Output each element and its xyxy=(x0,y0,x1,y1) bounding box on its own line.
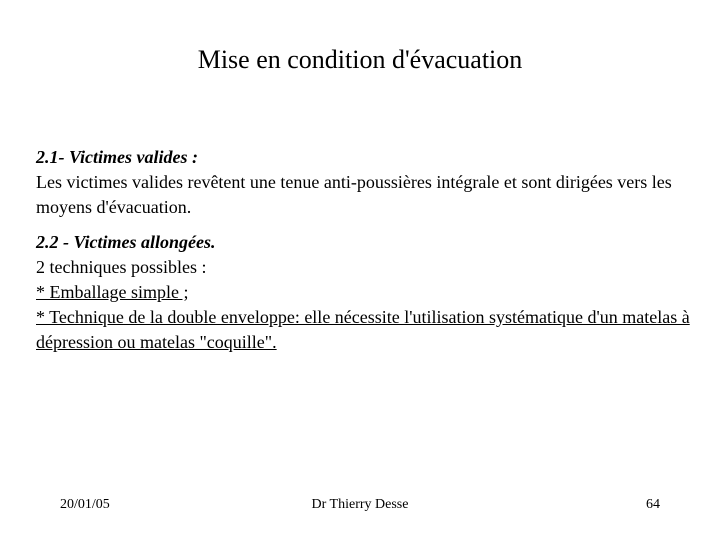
techniques-intro: 2 techniques possibles : xyxy=(36,257,207,277)
technique-item-simple-wrapping: * Emballage simple ; xyxy=(36,282,189,302)
section-heading-lying-victims: 2.2 - Victimes allongées. xyxy=(36,232,216,252)
slide-title: Mise en condition d'évacuation xyxy=(197,45,523,74)
footer-author: Dr Thierry Desse xyxy=(311,497,409,512)
footer-page-number: 64 xyxy=(646,497,660,512)
section-heading-valid-victims: 2.1- Victimes valides : xyxy=(36,147,198,167)
technique-item-double-envelope: * Technique de la double enveloppe: elle nécessite l'utilisation systématique d'un matelas à dépression ou matelas "coquille". xyxy=(36,307,690,352)
section-text-valid-victims: Les victimes valides revêtent une tenue anti-poussières intégrale et sont dirigées vers les moyens d'évacuation. xyxy=(36,172,672,217)
slide-body xyxy=(36,145,696,355)
footer-date: 20/01/05 xyxy=(60,497,110,512)
